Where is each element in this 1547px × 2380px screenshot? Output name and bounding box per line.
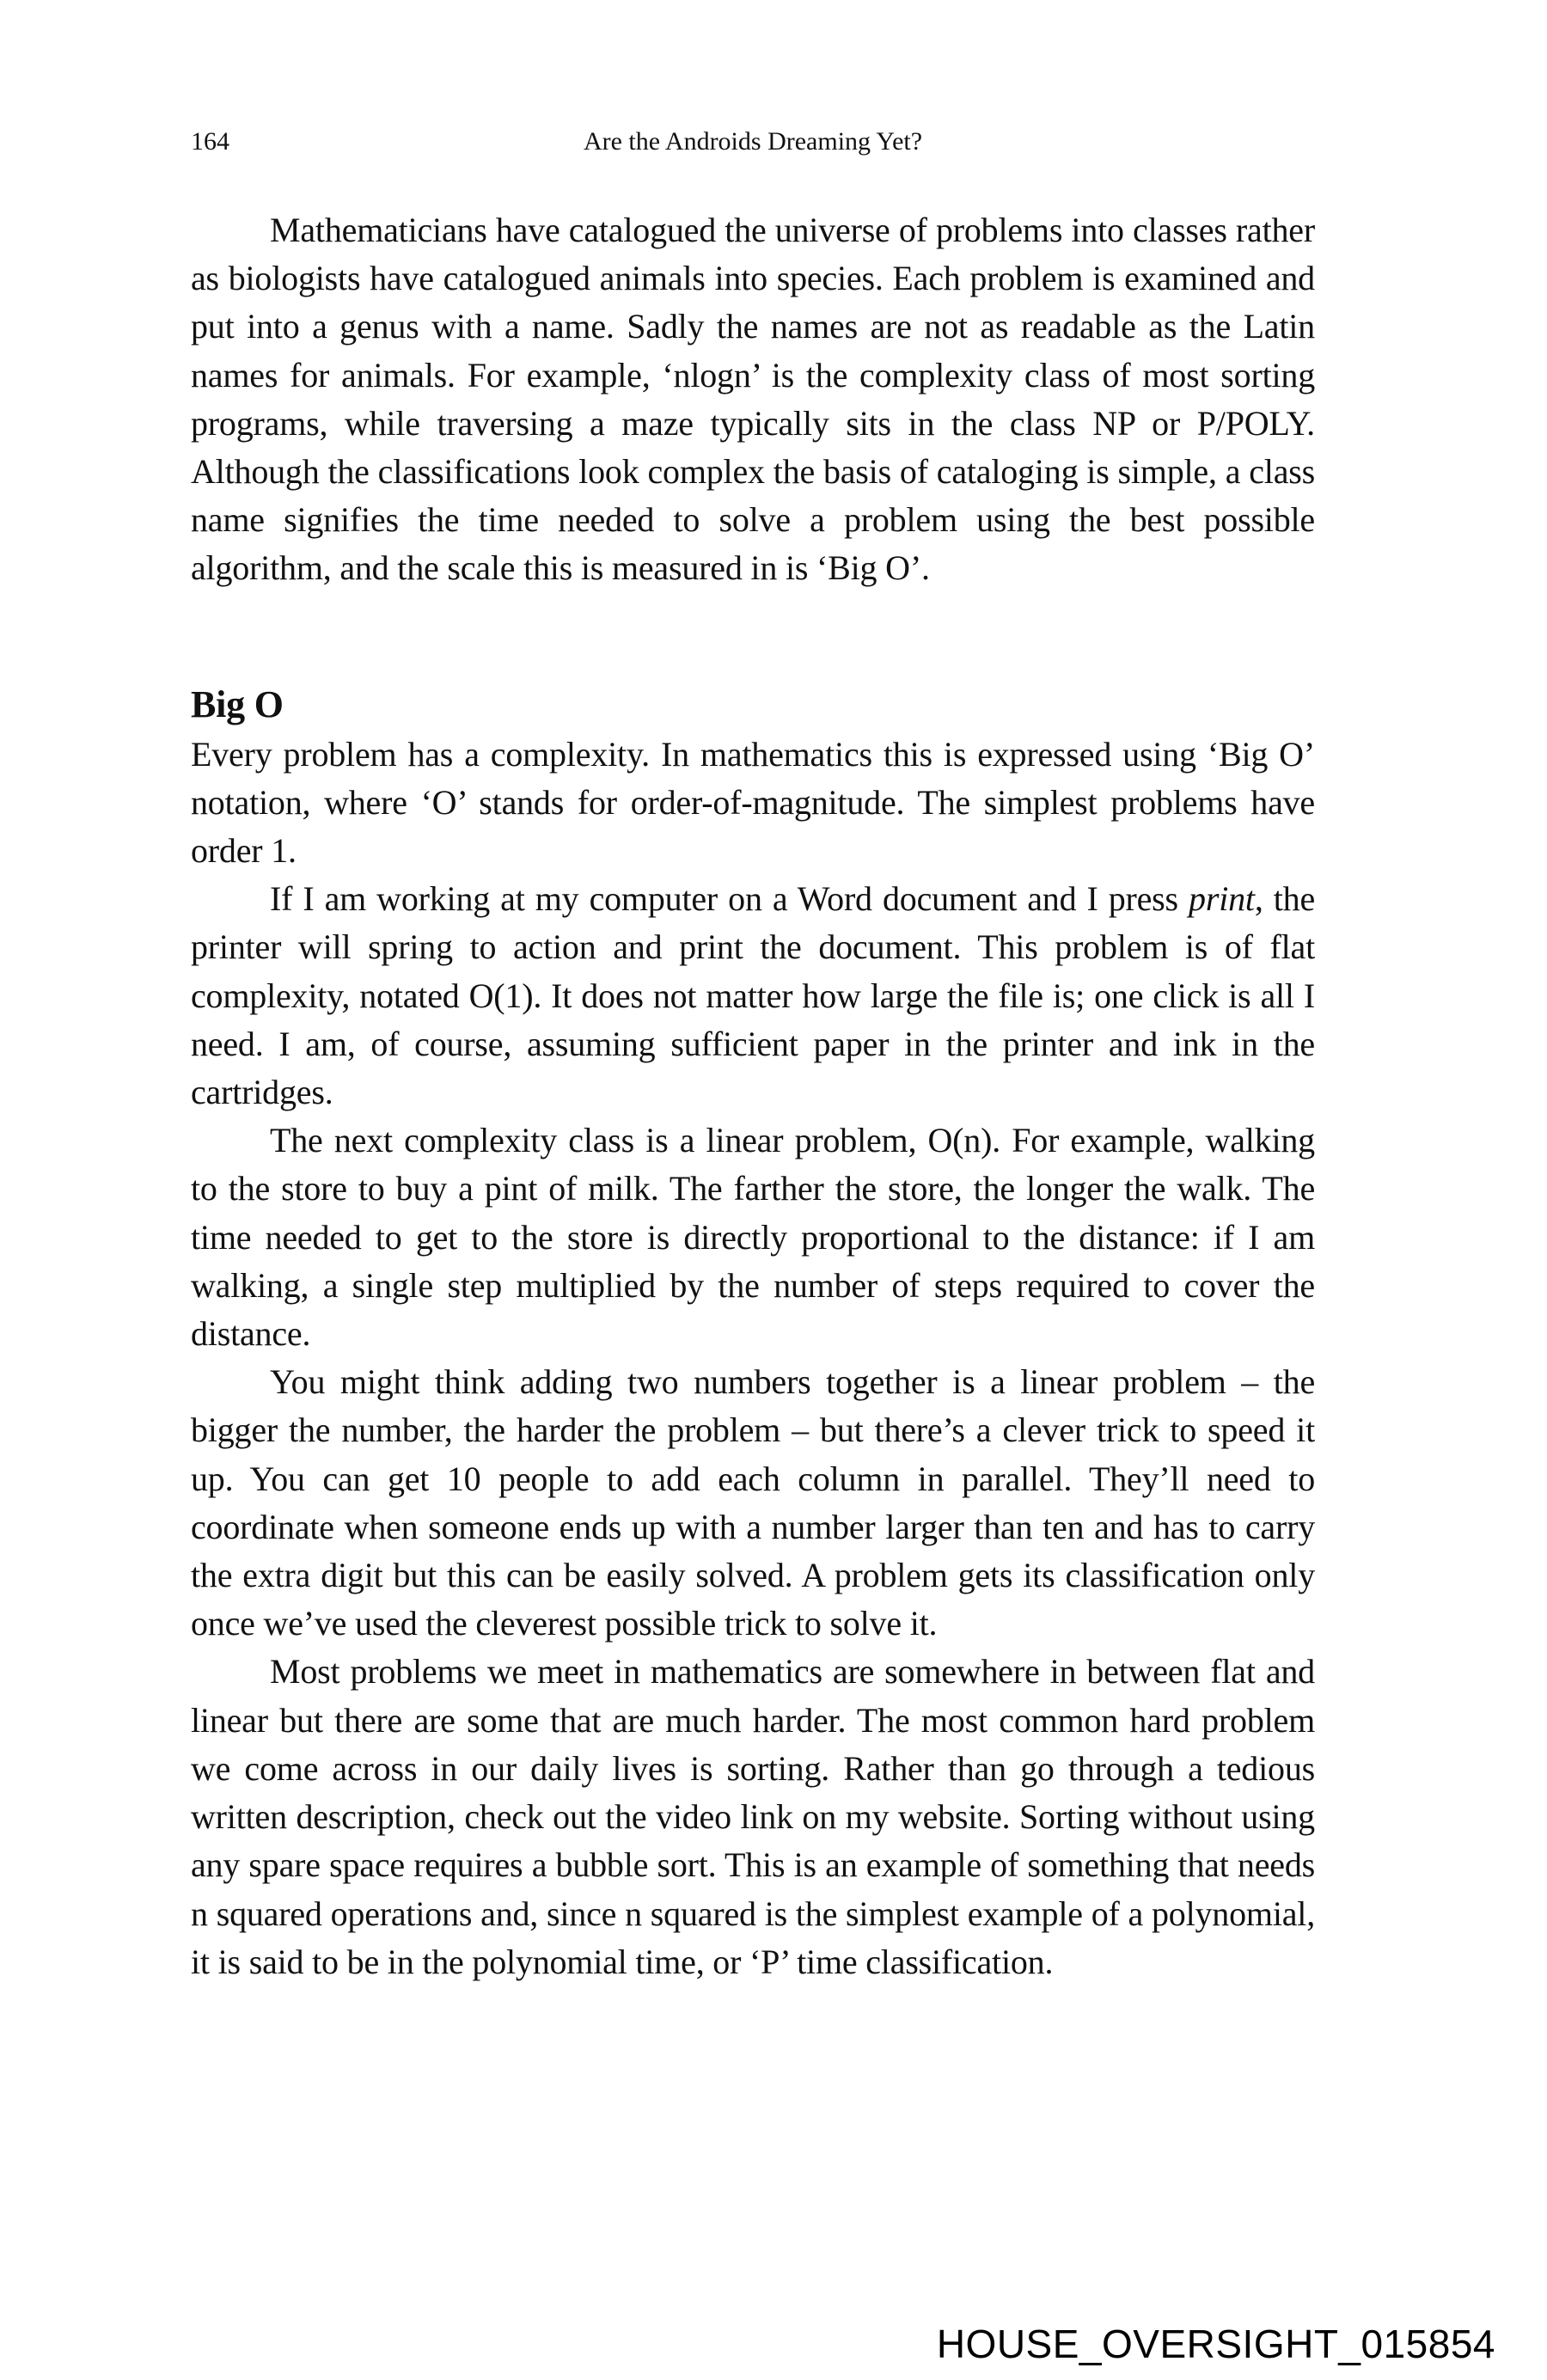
running-header <box>191 120 1315 163</box>
bates-stamp: HOUSE_OVERSIGHT_015854 <box>936 2322 1495 2366</box>
italic-word-print: print <box>1189 879 1255 919</box>
paragraph-text: If I am working at my computer on a Word document and I press <box>270 879 1189 919</box>
section-heading: Big O <box>191 682 284 725</box>
running-title: Are the Androids Dreaming Yet? <box>583 127 923 156</box>
paragraph-linear-example: The next complexity class is a linear problem, O(n). For example, walking to the store to buy a pint of milk. The farther the store, the longer the walk. The time needed to get to the store is directly proportional to the distance: if I am walking, a single step multiplied by the number of steps required to cover the distance. <box>191 1121 1315 1354</box>
body-text <box>191 206 1315 1986</box>
paragraph-addition-example: You might think adding two numbers together is a linear problem – the bigger the number, the harder the problem – but there’s a clever trick to speed it up. You can get 10 people to add each column in parallel. They’ll need to coordinate when someone ends up with a number larger than ten and has to carry the extra digit but this can be easily solved. A problem gets its classification only once we’ve used the cleverest possible trick to solve it. <box>191 1362 1315 1643</box>
intro-paragraph: Mathematicians have catalogued the universe of problems into classes rather as biologists have catalogued animals into species. Each problem is examined and put into a genus with a name. Sadly the names are not as readable as the Latin names for animals. For example, ‘nlogn’ is the complexity class of most sorting programs, while traversing a maze typically sits in the class NP or P/POLY. Although the classifications look complex the basis of cataloging is simple, a class name signifies the time needed to solve a problem using the best possible algorithm, and the scale this is measured in is ‘Big O’. <box>191 211 1315 588</box>
paragraph-text: , the printer will spring to action and print the document. This problem is of flat complexity, notated O(1). It does not matter how large the file is; one click is all I need. I am, of course, assuming sufficient paper in the printer and ink in the cartridges. <box>191 879 1316 1112</box>
page-number: 164 <box>191 127 229 156</box>
paragraph-sorting-example: Most problems we meet in mathematics are somewhere in between flat and linear but there are some that are much harder. The most common hard problem we come across in our daily lives is sorting. Rather than go through a tedious written description, check out the video link on my website. Sorting without using any spare space requires a bubble sort. This is an example of something that needs n squared operations and, since n squared is the simplest example of a polynomial, it is said to be in the polynomial time, or ‘P’ time classification. <box>191 1652 1315 1981</box>
paragraph-print-example <box>191 875 1315 1117</box>
paragraph-big-o-definition: Every problem has a complexity. In mathematics this is expressed using ‘Big O’ notation, where ‘O’ stands for order-of-magnitude. The simplest problems have order 1. <box>191 734 1315 871</box>
